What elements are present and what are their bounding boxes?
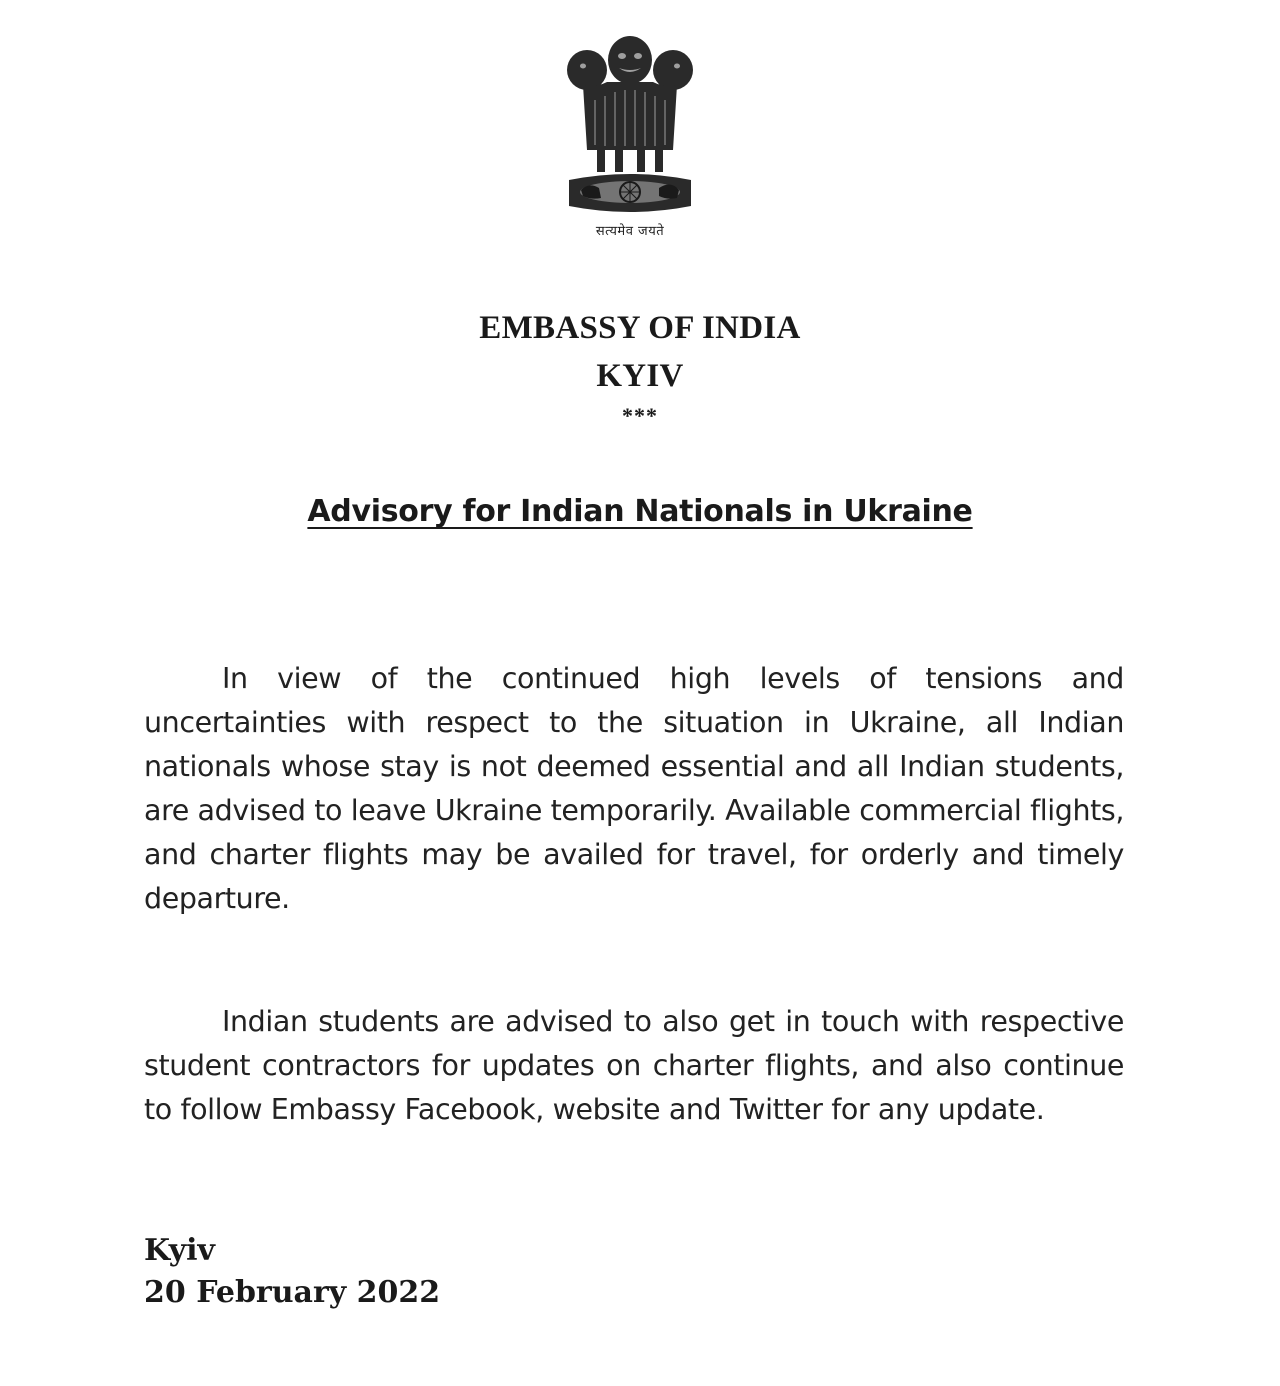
national-emblem-icon bbox=[555, 30, 705, 215]
embassy-name: EMBASSY OF INDIA bbox=[479, 310, 801, 346]
emblem-motto: सत्यमेव जयते bbox=[595, 224, 665, 239]
embassy-city: KYIV bbox=[596, 358, 684, 394]
advisory-paragraph-1: In view of the continued high levels of tensions and uncertainties with respect to the situation in Ukraine, all Indian nationals whose stay is not deemed essential and all Indian students, are advised to leave Ukraine temporarily. Available commercial flights, and charter flights may be availed for travel, for orderly and timely departure. bbox=[144, 661, 1124, 915]
advisory-paragraph-2: Indian students are advised to also get in touch with respective student contractors for updates on charter flights, and also continue to follow Embassy Facebook, website and Twitter for any update. bbox=[144, 1004, 1124, 1126]
signoff-date: 20 February 2022 bbox=[144, 1275, 441, 1310]
header-separator: *** bbox=[622, 403, 658, 428]
document-title: Advisory for Indian Nationals in Ukraine bbox=[307, 494, 973, 529]
signoff-place: Kyiv bbox=[144, 1233, 215, 1268]
document-title-wrap bbox=[0, 494, 1280, 529]
